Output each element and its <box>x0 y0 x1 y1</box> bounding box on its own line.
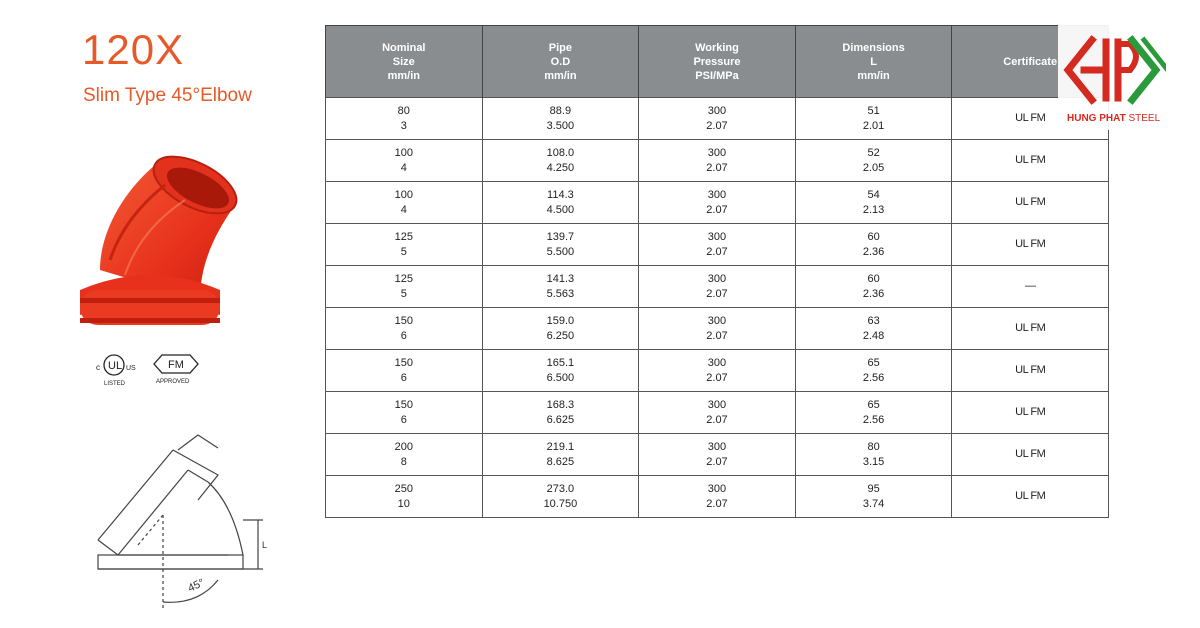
spec-table <box>325 25 1109 518</box>
table-row <box>326 140 1109 182</box>
table-header-row <box>326 26 1109 98</box>
table-row <box>326 434 1109 476</box>
cell-pressure: 300 2.07 <box>639 434 796 476</box>
col-certificate: Certificate <box>952 26 1109 98</box>
cell-od: 168.3 6.625 <box>482 392 639 434</box>
col-dimensions: Dimensions L mm/in <box>795 26 952 98</box>
cell-size: 150 6 <box>326 308 483 350</box>
table-row <box>326 392 1109 434</box>
ul-listed-mark <box>96 355 136 387</box>
svg-text:FM: FM <box>168 359 184 371</box>
cell-pressure: 300 2.07 <box>639 224 796 266</box>
fm-approved-mark <box>154 355 198 385</box>
cell-od: 88.9 3.500 <box>482 98 639 140</box>
table-row <box>326 98 1109 140</box>
cell-cert: UL FM <box>952 98 1109 140</box>
cell-dim: 60 2.36 <box>795 266 952 308</box>
table-row <box>326 224 1109 266</box>
cell-size: 150 6 <box>326 350 483 392</box>
cell-dim: 65 2.56 <box>795 392 952 434</box>
cell-od: 141.3 5.563 <box>482 266 639 308</box>
table-row <box>326 266 1109 308</box>
cell-cert: UL FM <box>952 350 1109 392</box>
table-row <box>326 350 1109 392</box>
cell-dim: 63 2.48 <box>795 308 952 350</box>
cell-dim: 95 3.74 <box>795 476 952 518</box>
cell-od: 139.7 5.500 <box>482 224 639 266</box>
cell-cert: UL FM <box>952 392 1109 434</box>
cell-pressure: 300 2.07 <box>639 266 796 308</box>
cell-cert: UL FM <box>952 308 1109 350</box>
cell-od: 219.1 8.625 <box>482 434 639 476</box>
cell-dim: 65 2.56 <box>795 350 952 392</box>
cell-dim: 60 2.36 <box>795 224 952 266</box>
svg-text:US: US <box>126 365 136 372</box>
cell-pressure: 300 2.07 <box>639 392 796 434</box>
cell-size: 100 4 <box>326 140 483 182</box>
cell-od: 273.0 10.750 <box>482 476 639 518</box>
cell-cert: — <box>952 266 1109 308</box>
table-row <box>326 182 1109 224</box>
cell-size: 125 5 <box>326 224 483 266</box>
col-working-pressure: Working Pressure PSI/MPa <box>639 26 796 98</box>
cell-cert: UL FM <box>952 182 1109 224</box>
cell-pressure: 300 2.07 <box>639 140 796 182</box>
table-row <box>326 476 1109 518</box>
cell-pressure: 300 2.07 <box>639 350 796 392</box>
svg-text:LISTED: LISTED <box>104 381 126 387</box>
cell-od: 108.0 4.250 <box>482 140 639 182</box>
watermark-brand: HUNG PHAT STEEL <box>1067 113 1161 124</box>
svg-text:APPROVED: APPROVED <box>156 379 190 385</box>
cell-pressure: 300 2.07 <box>639 98 796 140</box>
product-name: Slim Type 45°Elbow <box>83 85 252 106</box>
cell-dim: 80 3.15 <box>795 434 952 476</box>
cell-size: 250 10 <box>326 476 483 518</box>
product-model: 120X <box>82 26 185 73</box>
table-row <box>326 308 1109 350</box>
cell-pressure: 300 2.07 <box>639 182 796 224</box>
dimension-drawing <box>78 420 278 610</box>
cell-od: 159.0 6.250 <box>482 308 639 350</box>
cell-size: 200 8 <box>326 434 483 476</box>
cell-size: 100 4 <box>326 182 483 224</box>
svg-text:UL: UL <box>108 360 123 372</box>
cell-size: 125 5 <box>326 266 483 308</box>
cell-cert: UL FM <box>952 224 1109 266</box>
cell-pressure: 300 2.07 <box>639 476 796 518</box>
svg-text:c: c <box>96 363 100 372</box>
dimension-label: L <box>262 540 268 550</box>
col-nominal-size: Nominal Size mm/in <box>326 26 483 98</box>
angle-label: 45° <box>186 576 207 595</box>
cell-od: 165.1 6.500 <box>482 350 639 392</box>
certification-marks <box>92 350 212 388</box>
cell-cert: UL FM <box>952 140 1109 182</box>
cell-cert: UL FM <box>952 434 1109 476</box>
elbow-product-image <box>70 140 260 350</box>
cell-pressure: 300 2.07 <box>639 308 796 350</box>
cell-dim: 51 2.01 <box>795 98 952 140</box>
cell-size: 80 3 <box>326 98 483 140</box>
cell-cert: UL FM <box>952 476 1109 518</box>
cell-od: 114.3 4.500 <box>482 182 639 224</box>
cell-size: 150 6 <box>326 392 483 434</box>
cell-dim: 52 2.05 <box>795 140 952 182</box>
cell-dim: 54 2.13 <box>795 182 952 224</box>
col-pipe-od: Pipe O.D mm/in <box>482 26 639 98</box>
hung-phat-logo-icon <box>1062 30 1166 112</box>
